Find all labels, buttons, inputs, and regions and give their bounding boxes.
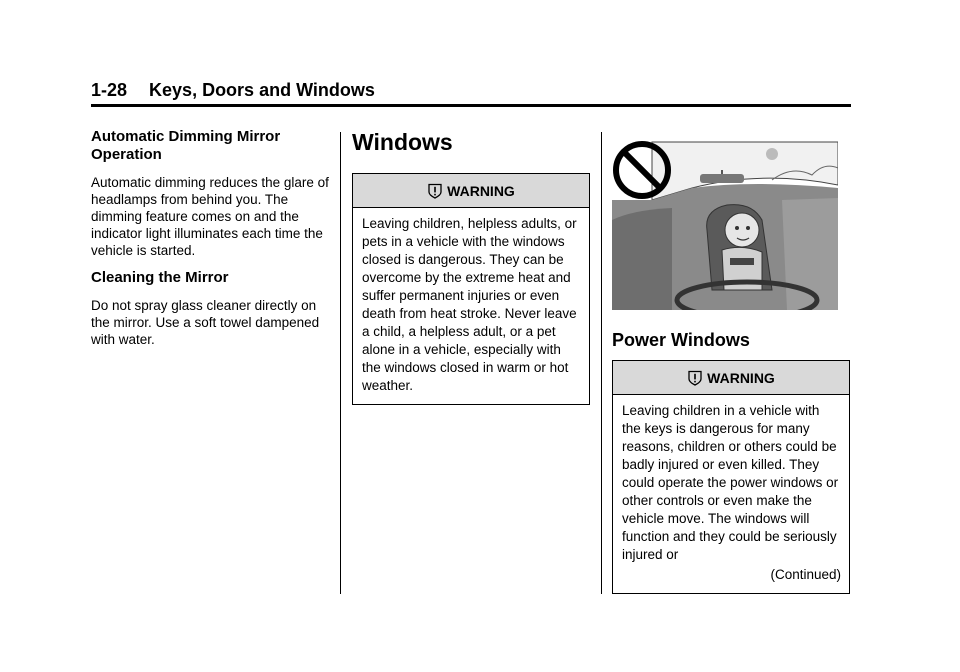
column-1 <box>91 128 331 348</box>
heading-cleaning-mirror: Cleaning the Mirror <box>91 269 229 286</box>
warning-box <box>612 360 850 594</box>
warning-label: WARNING <box>707 369 775 386</box>
section-title: Keys, Doors and Windows <box>149 80 375 100</box>
warning-label: WARNING <box>447 182 515 199</box>
warning-text <box>613 395 849 593</box>
heading-windows: Windows <box>352 129 453 155</box>
warning-header <box>613 361 849 395</box>
header-rule <box>91 104 851 107</box>
column-divider <box>340 132 341 594</box>
heading-auto-dimming: Automatic Dimming Mirror Operation <box>91 128 281 163</box>
warning-icon <box>687 370 703 386</box>
warning-header <box>353 174 589 208</box>
page-header <box>91 80 851 101</box>
auto-dimming-text: Automatic dimming reduces the glare of headlamps from behind you. The dimming feature comes on and the indicator light illuminates each time the vehicle is started. <box>91 175 329 258</box>
warning-text: Leaving children, helpless adults, or pets in a vehicle with the windows closed is dangerous. They can be overcome by the extreme heat and suffer permanent injuries or even death from heat stroke. Never leave a child, a helpless adult, or a pet alone in a vehicle, especially with the windows closed in warm or hot weather. <box>362 216 577 393</box>
heading-power-windows: Power Windows <box>612 330 750 350</box>
page-number: 1-28 <box>91 80 128 100</box>
column-divider <box>601 132 602 594</box>
warning-body: Leaving children in a vehicle with the keys is dangerous for many reasons, children or others could be badly injured or even killed. They could operate the power windows or other controls or even make the vehicle move. The windows will function and they could be seriously injured or <box>622 403 839 562</box>
column-3 <box>612 140 850 582</box>
continued-label: (Continued) <box>770 567 841 582</box>
warning-box <box>352 173 590 405</box>
no-child-left-in-car-illustration <box>612 140 838 310</box>
column-2 <box>352 128 590 405</box>
warning-icon <box>427 183 443 199</box>
cleaning-mirror-text: Do not spray glass cleaner directly on the mirror. Use a soft towel dampened with water. <box>91 298 320 347</box>
